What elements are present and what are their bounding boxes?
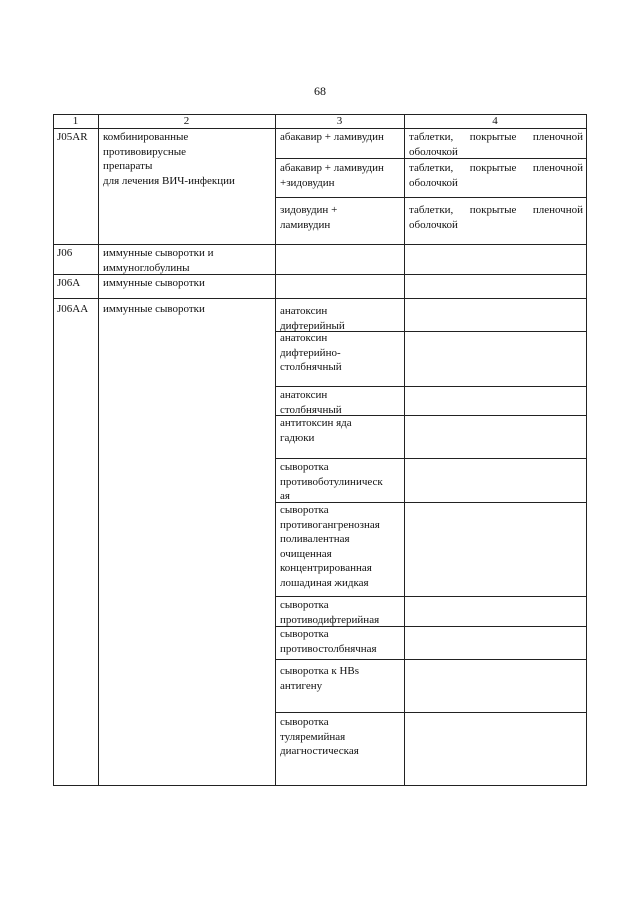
- atc-code: J05AR: [57, 131, 88, 143]
- dosage-form: таблетки, покрытые пленочной оболочкой: [409, 162, 583, 189]
- column-divider-2: [275, 114, 276, 786]
- subrow-separator: [275, 386, 587, 387]
- subrow-separator: [275, 197, 587, 198]
- group-name: иммунные сыворотки: [103, 277, 205, 289]
- drug-name: сыворотка противостолбнячная: [280, 628, 377, 655]
- column-divider-3: [404, 114, 405, 786]
- page-number: 68: [314, 84, 326, 98]
- atc-code: J06AA: [57, 303, 89, 315]
- subrow-separator: [275, 596, 587, 597]
- group-name: иммунные сыворотки: [103, 303, 205, 315]
- header-col-3: 3: [336, 115, 343, 127]
- header-bottom-line: [53, 128, 587, 129]
- group-name: комбинированные противовирусные препараты для лечения ВИЧ-инфекции: [103, 131, 235, 187]
- drug-name: анатоксин дифтерийный: [280, 305, 345, 332]
- drug-name: сыворотка противодифтерийная: [280, 599, 380, 626]
- dosage-form: таблетки, покрытые пленочной оболочкой: [409, 131, 583, 158]
- group-name: иммунные сыворотки и иммуноглобулины: [103, 247, 214, 274]
- subrow-separator: [275, 458, 587, 459]
- row-separator: [53, 298, 587, 299]
- drug-name: абакавир + ламивудин: [280, 131, 384, 143]
- drug-name: сыворотка к HBs антигену: [280, 665, 360, 692]
- drug-name: зидовудин + ламивудин: [280, 204, 338, 231]
- atc-code: J06: [57, 247, 73, 259]
- row-separator: [53, 244, 587, 245]
- drug-name: сыворотка противогангренозная поливалентная очищенная концентрированная лошадиная жидкая: [280, 504, 380, 589]
- subrow-separator: [275, 659, 587, 660]
- atc-code: J06A: [57, 277, 81, 289]
- table-border-bottom: [53, 785, 587, 786]
- drug-name: анатоксин столбнячный: [280, 389, 342, 416]
- subrow-separator: [275, 712, 587, 713]
- header-col-4: 4: [492, 115, 498, 127]
- table-border-right: [586, 114, 587, 786]
- drug-name: анатоксин дифтерийно- столбнячный: [280, 332, 342, 373]
- column-divider-1: [98, 114, 99, 786]
- header-col-2: 2: [183, 115, 190, 127]
- header-col-1: 1: [72, 115, 79, 127]
- dosage-form: таблетки, покрытые пленочной оболочкой: [409, 204, 583, 231]
- drug-name: антитоксин яда гадюки: [280, 417, 352, 444]
- drug-name: сыворотка противоботулиническ ая: [280, 461, 383, 502]
- table-border-left: [53, 114, 54, 786]
- drug-name: абакавир + ламивудин +зидовудин: [280, 162, 384, 189]
- drug-name: сыворотка туляремийная диагностическая: [280, 716, 359, 757]
